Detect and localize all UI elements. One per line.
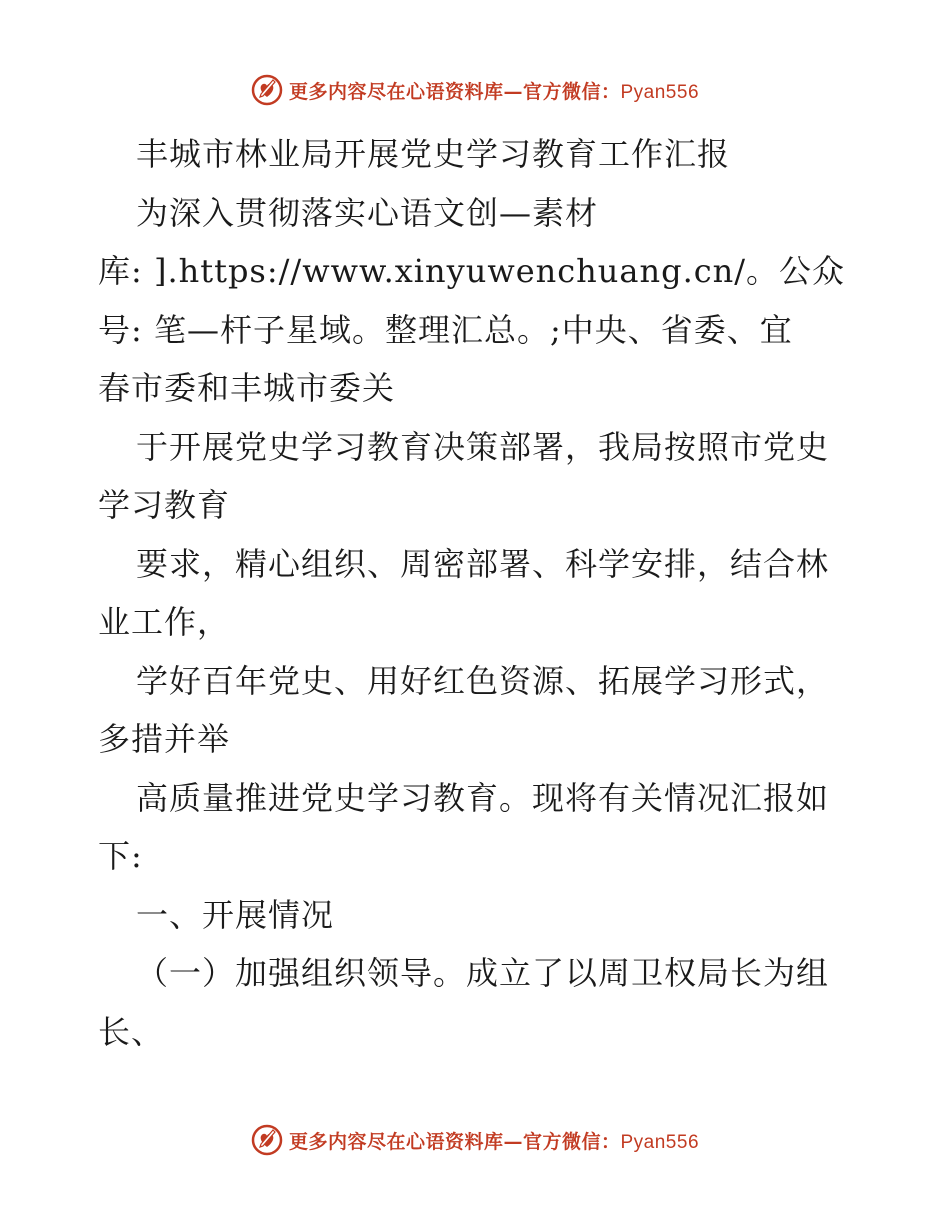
text-line: 号: 笔—杆子星域。整理汇总。;中央、省委、宜	[98, 310, 793, 349]
text-line: 为深入贯彻落实心语文创—素材	[136, 193, 599, 232]
watermark-text: 更多内容尽在心语资料库—官方微信：Pyan556	[288, 80, 700, 103]
text-line: （一）加强组织领导。成立了以周卫权局长为组	[136, 954, 830, 992]
text-line: 业工作，	[98, 603, 231, 641]
footer-watermark-banner	[0, 1120, 950, 1160]
text-line: 一、开展情况	[136, 895, 335, 934]
document-body	[98, 125, 858, 1061]
text-line: 于开展党史学习教育决策部署，我局按照市党史	[136, 427, 830, 466]
watermark-text: 更多内容尽在心语资料库—官方微信：Pyan556	[288, 1130, 700, 1153]
watermark-handle: Pyan556	[620, 81, 700, 103]
text-line: 学好百年党史、用好红色资源、拓展学习形式，	[136, 661, 830, 700]
watermark-handle: Pyan556	[620, 1131, 700, 1153]
text-line: 长、	[98, 1012, 165, 1051]
header-watermark-banner	[0, 70, 950, 110]
text-line: 春市委和丰城市委关	[98, 369, 396, 407]
text-line: 库: ].https://www.xinyuwenchuang.cn/。公众	[98, 252, 846, 290]
text-line: 高质量推进党史学习教育。现将有关情况汇报如	[136, 778, 830, 817]
text-line: 多措并举	[98, 720, 231, 758]
text-line: 下:	[98, 837, 143, 875]
heart-pen-logo-icon	[251, 1124, 283, 1156]
text-line: 丰城市林业局开展党史学习教育工作汇报	[136, 135, 731, 173]
text-line: 要求，精心组织、周密部署、科学安排，结合林	[136, 544, 830, 583]
heart-pen-logo-icon	[251, 74, 283, 106]
text-line: 学习教育	[98, 486, 231, 524]
